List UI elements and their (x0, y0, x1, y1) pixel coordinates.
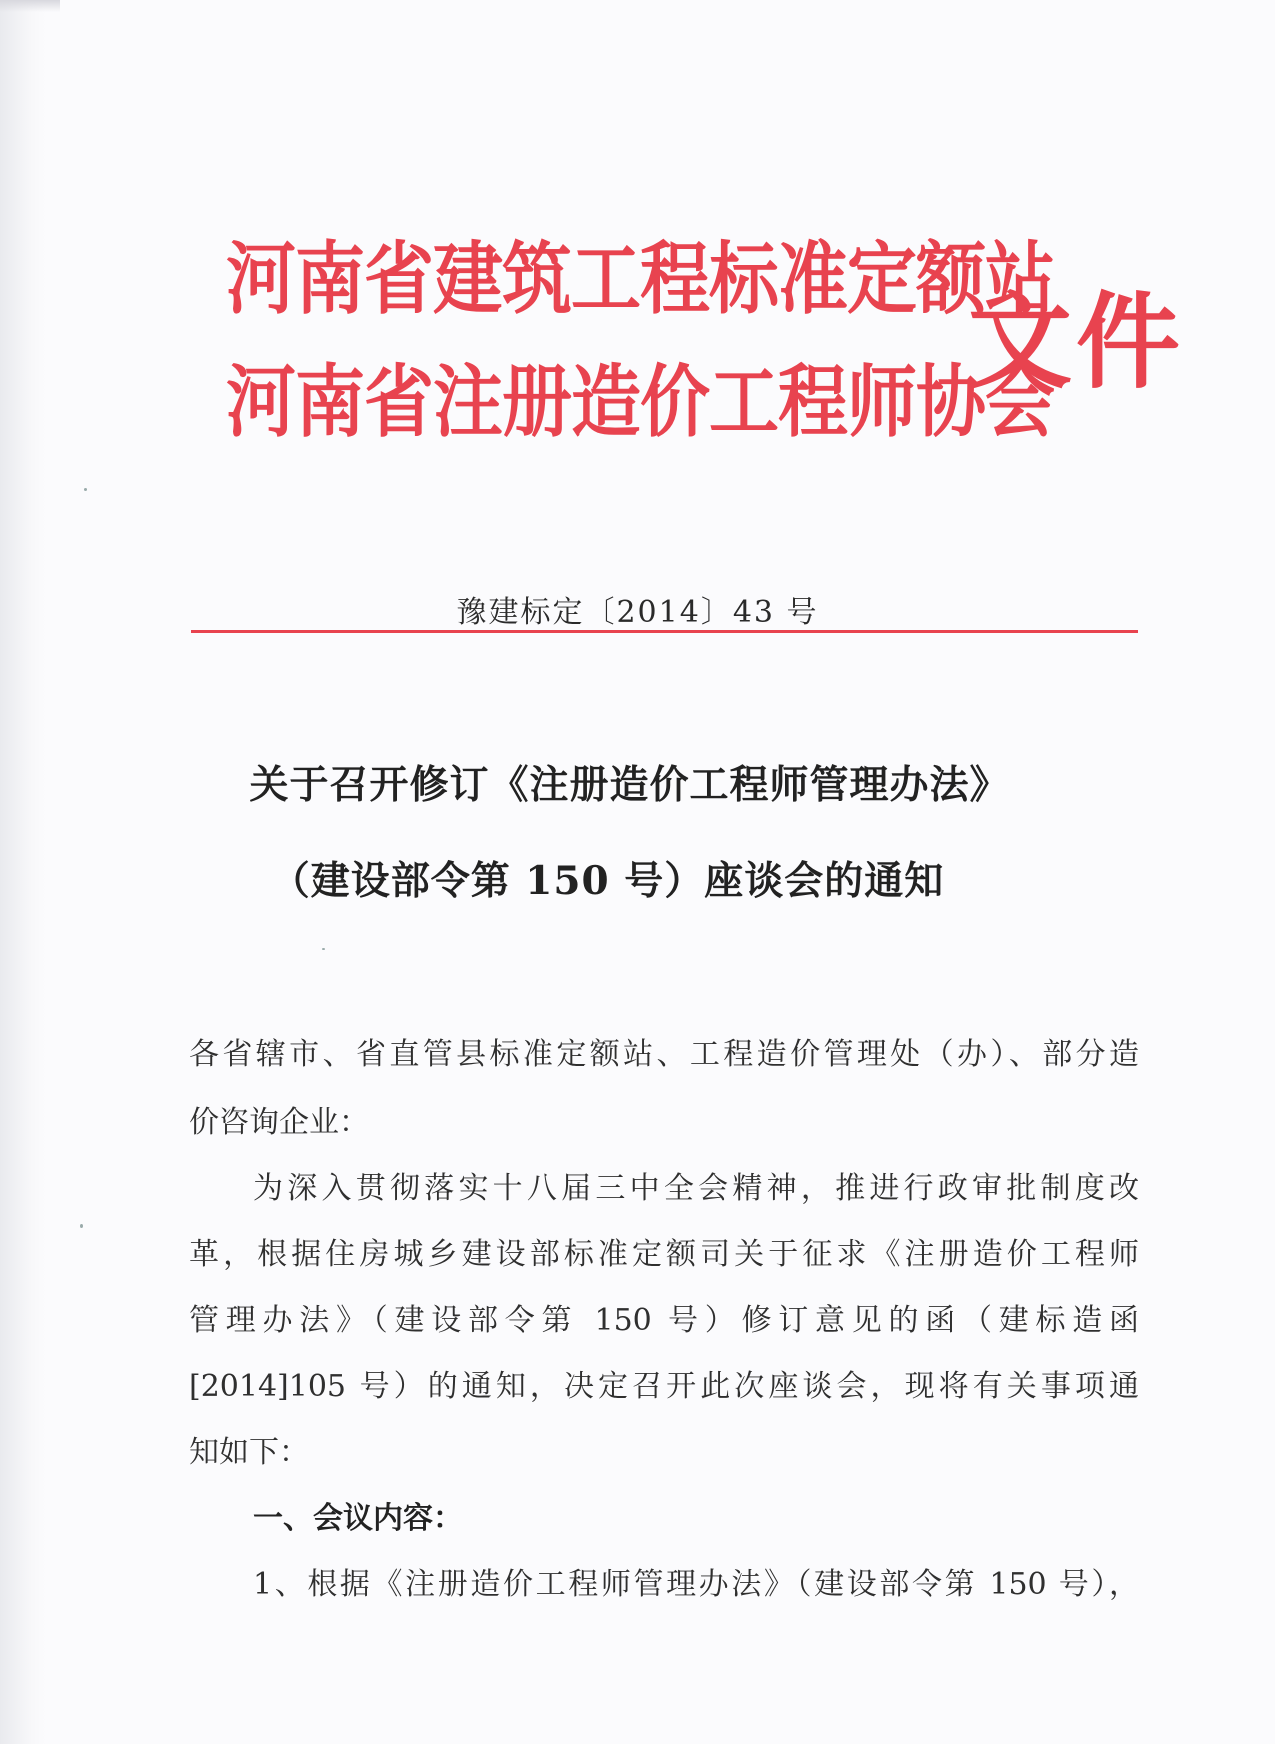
scan-top-mark (0, 0, 60, 12)
scan-speck (80, 1224, 83, 1228)
recipients-line-2: 价咨询企业： (189, 1105, 369, 1140)
document-number: 豫建标定〔2014〕43 号 (456, 595, 819, 630)
item-1-line-1: 1、根据《注册造价工程师管理办法》（建设部令第 150 号）， (253, 1567, 1139, 1602)
scan-speck (84, 488, 87, 491)
scan-speck (322, 948, 325, 950)
letterhead-org-line-2: 河南省注册造价工程师协会 (226, 356, 1054, 449)
section-1-heading: 一、会议内容： (253, 1501, 463, 1536)
paragraph-line-4: [2014]105 号）的通知，决定召开此次座谈会，现将有关事项通 (189, 1369, 1139, 1404)
letterhead-org-line-1: 河南省建筑工程标准定额站 (226, 233, 1054, 326)
letterhead-doc-type: 文件 (968, 281, 1185, 403)
title-line-2: （建设部令第 150 号）座谈会的通知 (270, 858, 945, 904)
paragraph-line-3: 管理办法》（建设部令第 150 号）修订意见的函（建标造函 (189, 1303, 1139, 1338)
recipients-line-1: 各省辖市、省直管县标准定额站、工程造价管理处（办）、部分造 (189, 1037, 1139, 1072)
paragraph-line-2: 革，根据住房城乡建设部标准定额司关于征求《注册造价工程师 (189, 1237, 1139, 1272)
red-divider-line (191, 630, 1138, 633)
paragraph-line-1: 为深入贯彻落实十八届三中全会精神，推进行政审批制度改 (253, 1171, 1139, 1206)
title-line-1: 关于召开修订《注册造价工程师管理办法》 (249, 762, 1010, 808)
paragraph-line-5: 知如下： (189, 1435, 309, 1470)
